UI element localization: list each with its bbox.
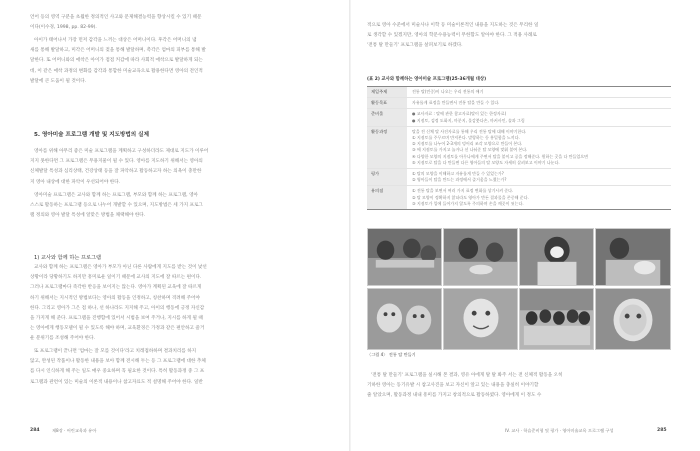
text-line: 영아를 위해 아무리 좋은 미술 프로그램을 계획하고 구성하더라도 제대로 지도가 이루어 — [34, 149, 209, 154]
text-line: 운 분위기를 조성해 주어야 한다. — [30, 336, 95, 342]
cell-line: 전통 탈(민중)이 나오는 우리 전통의 얘기 — [412, 89, 484, 94]
text-line: '전통 탈 만들기' 프로그램을 실시해 본 결과, 영유 아에게 탈 탈 봐주 서는 전 신체적 활동을 오히 — [371, 373, 563, 378]
table-row — [367, 109, 671, 126]
right-page-number: 285 — [657, 428, 667, 433]
cell-line: ② 탈 모양이 정확하지 않더라도 영아가 만든 결과물을 존중해 준다. — [412, 194, 529, 200]
left-top-text — [30, 13, 330, 33]
subsection-heading: 1) 교사와 함께 하는 프로그램 — [34, 255, 102, 261]
table-header-cell: 평가 — [367, 169, 407, 185]
program-table — [367, 86, 671, 210]
gutter-shadow — [349, 0, 351, 451]
table-cell — [407, 98, 671, 108]
table-cell — [407, 109, 671, 125]
text-line: '전통 탈 만들기' 프로그램을 살펴보기로 하겠다. — [367, 43, 463, 49]
cell-line: ② 지점토를 나누어 2-3개의 덩어리 조각 모양으로 만들어 본다. — [412, 141, 523, 147]
right-bottom-text — [367, 371, 670, 402]
figure-caption: 〈그림 4〉 전통 탈 만들기 — [367, 352, 416, 357]
text-line: 않고, 완성된 작품이나 활동한 내용을 보아 함께 전시해 두는 등 그 프로그램에 대한 추체 — [30, 359, 206, 365]
text-line: 스스로 활동하는 프로그램 등으로 나누어 개발할 수 있으며, 지도방법은 세 가지 프로그 — [30, 203, 203, 209]
cell-line: ④ 다양한 모양의 지점토를 아무나에게 주면서 탈을 붙이고 공을 정해준다. 원하는 곳을 다 만들었으면 — [412, 153, 588, 159]
section-heading: 5. 영아미술 프로그램 개발 및 지도방법의 실제 — [34, 132, 149, 138]
left-para-5 — [30, 347, 330, 388]
text-line: 언어 등의 영역 구분을 초월한 정의적인 사고와 문제해결능력을 향상시킬 수 있기 때문 — [30, 15, 202, 20]
text-line: 를 다시 인식하게 해 주는 일도 매우 중요하며 꼭 필요한 것이다. 특히 활동과정 중 그 프 — [30, 369, 205, 375]
table-row — [367, 186, 671, 209]
text-line: 로 생각할 수 있겠지만, 영아의 학문수용능력이 무한함도 알아야 한다. 그 적용 사례로 — [367, 33, 537, 39]
table-cell — [407, 186, 671, 209]
text-line: 교사와 함께 하는 프로그램은 영아가 부모가 아닌 다른 사람에게 지도를 받는 것이 낯선 — [34, 265, 207, 270]
text-line: 적으로 영아 수준에서 미술사나 이학 등 미술이론적인 내용을 지도하는 것은 무리한 일 — [367, 23, 539, 28]
text-line: 램 정의와 영아 발달 특성에 알맞은 방법을 채택해야 한다. — [30, 213, 146, 219]
photo-finished-masks — [443, 288, 518, 350]
cell-line: ● 교사자료 : 탈에 관한 참고자료(탈이 있는 한정자료) — [412, 111, 507, 117]
text-line: 영아미술 프로그램은 교사와 함께 하는 프로그램, 부모와 함께 하는 프로그램, 영아 — [34, 193, 198, 198]
left-para-1 — [30, 36, 330, 87]
cell-line: ⑤ 지점토로 탈을 다 만들면 다른 영아들의 탈 모양도 자세히 살펴보고 이야기 나눈다. — [412, 159, 560, 165]
table-header-cell: 활동과정 — [367, 127, 407, 168]
table-row — [367, 98, 671, 109]
photo-group-children — [519, 288, 594, 350]
table-header-cell: 유의점 — [367, 186, 407, 209]
text-line: 기하한 영아는 동기유발 시 참고사진을 보고 자신이 앞고 있는 내용을 충실히 이야기할 — [367, 383, 539, 389]
table-header-cell: 제일주제 — [367, 87, 407, 97]
table-caption: (표 2) 교사와 함께하는 영아미술 프로그램(25-36개월 대상) — [367, 77, 487, 82]
photo-child-with-mask — [519, 228, 594, 286]
cell-line: ① 지점토를 주무르며 만져본다. 말랑하는 등 흥밀함을 느끼다. — [412, 135, 520, 141]
table-row — [367, 87, 671, 98]
cell-line: ① 전통 탈을 보면서 여러 가지 표정 변화를 상기시켜 준다. — [412, 188, 514, 194]
left-para-3 — [30, 191, 330, 222]
text-line: 데, 이 같은 애착 과정의 변화를 감각과 통합한 미술교육으로 활용한다면 영아의 전인적 — [30, 68, 203, 74]
photo-collage — [367, 228, 671, 350]
text-line: 상황이라 당황하기도 하지만 흥미로운 일이기 때문에 교사의 지도에 잘 따르는 편이다. — [30, 275, 202, 281]
text-line: 을 가지게 해 준다. 프로그램을 진행함에 있어서 시범을 보여 주거나, 지시를 하게 될 때 — [30, 316, 203, 322]
left-running-footer: 제8장 · 어린교육과 유아 — [52, 428, 97, 433]
text-line: 지지 못한다면 그 프로그램은 무용지물이 될 수 있다. 영아를 지도하기 위해서는 영아의 — [30, 159, 203, 165]
cell-line: ③ 지점토가 입에 들어가지 않도록 주의하며 손을 깨끗이 씻는다. — [412, 200, 524, 206]
left-para-4 — [30, 263, 330, 345]
text-line: 하기 위해서는 지시적인 방법보다는 영아의 활동을 인정하고, 칭찬하며 격려해 주어야 — [30, 295, 200, 301]
cell-line: 탈을 전 신체 탈 사진자료를 통해 우리 전통 탈에 대해 이야기한다. — [412, 128, 527, 134]
table-row — [367, 169, 671, 186]
cell-line: 자유롭게 표정을 만들면서 전통 탈을 만들 수 있다. — [412, 100, 500, 106]
text-line: 그러나 프로그램마다 즉각한 반응을 보이지는 않는다. 영아가 계획된 교육에 잘 따르게 — [30, 285, 202, 291]
photo-mask-making — [595, 228, 671, 286]
text-line: 새를 통해 발달하고, 미각은 어머니의 젖을 통해 발달하며, 촉각은 엄마의 피부를 통해 발 — [30, 48, 206, 54]
cell-line: ③ 에 지점토를 가지고 놀거나 선 나눠준 탈 모양에 맞춰 붙여 본다. — [412, 147, 528, 153]
text-line: 또 프로그램이 끝나면 '엄마는 잘 모를 것이다'라고 치레접하하며 결과치리를 하지 — [34, 349, 197, 354]
cell-line: ● 지점토, 검정 도화지, 마분지, 물감붓다손, 마커사인, 솔과 그림 — [412, 117, 525, 123]
table-header-cell: 활동목표 — [367, 98, 407, 108]
table-cell — [407, 169, 671, 185]
photo-clay-masks — [367, 288, 442, 350]
left-page-number: 284 — [30, 428, 40, 433]
text-line: 신체발달 특성과 심리상태, 건강상태 등을 잘 파악하고 활동하고자 하는 의욕이 충만한 — [30, 169, 202, 175]
text-line: 지 영아 내상에 대한 파악이 우선되어야 한다. — [30, 179, 121, 185]
text-line: 줄 알았으며, 활동과정 내내 흥미를 가지고 창의적으로 활동하였다. 영아에게 이 정도 수 — [367, 393, 542, 399]
table-header-cell: 준비물 — [367, 109, 407, 125]
left-para-2 — [30, 147, 330, 188]
right-top-text — [367, 21, 670, 52]
right-running-footer: IV. 교사 · 학습준비형 및 평가 · 영아미술교육 프로그램 구성 — [505, 428, 614, 433]
table-row — [367, 127, 671, 169]
table-cell — [407, 87, 671, 97]
text-line: 한다. 그리고 영아가 그은 점 하나, 선 하나라도 지지해 주고, 아이의 행동에 긍정 자신감 — [30, 305, 205, 311]
cell-line: ② 영아들이 탈을 만드는 과정에서 즐거움을 느꼈는가? — [412, 177, 507, 183]
photo-mask-closeup — [595, 288, 671, 350]
text-line: 달한다. 또 어머니와의 애착은 아이가 점점 커감에 따라 사회적 애착으로 발달하게 되는 — [30, 58, 203, 64]
table-cell — [407, 127, 671, 168]
text-line: 이다(이수경, 1998, pp. 82-99). — [30, 25, 97, 31]
text-line: 는 영아에게 행동모델이 될 수 있도록 해야 하며, 교육환경은 가정과 같은 편안하고 즐거 — [30, 326, 205, 332]
cell-line: ① 탈의 모양을 이해하고 자유롭게 만들 수 있었는가? — [412, 171, 504, 177]
text-line: 로그램과 관련이 있는 미술의 이론적 내용이나 참고자료도 적 설명해 주어야 한다. 일반 — [30, 379, 203, 385]
photo-clay-play — [443, 228, 518, 286]
photo-children-at-table — [367, 228, 442, 286]
text-line: 발달에 큰 도움이 될 것이다. — [30, 78, 87, 84]
text-line: 아이가 태어나서 가장 먼저 감각을 느끼는 대상은 어머니이다. 후각은 어머니의 냄 — [34, 38, 197, 43]
